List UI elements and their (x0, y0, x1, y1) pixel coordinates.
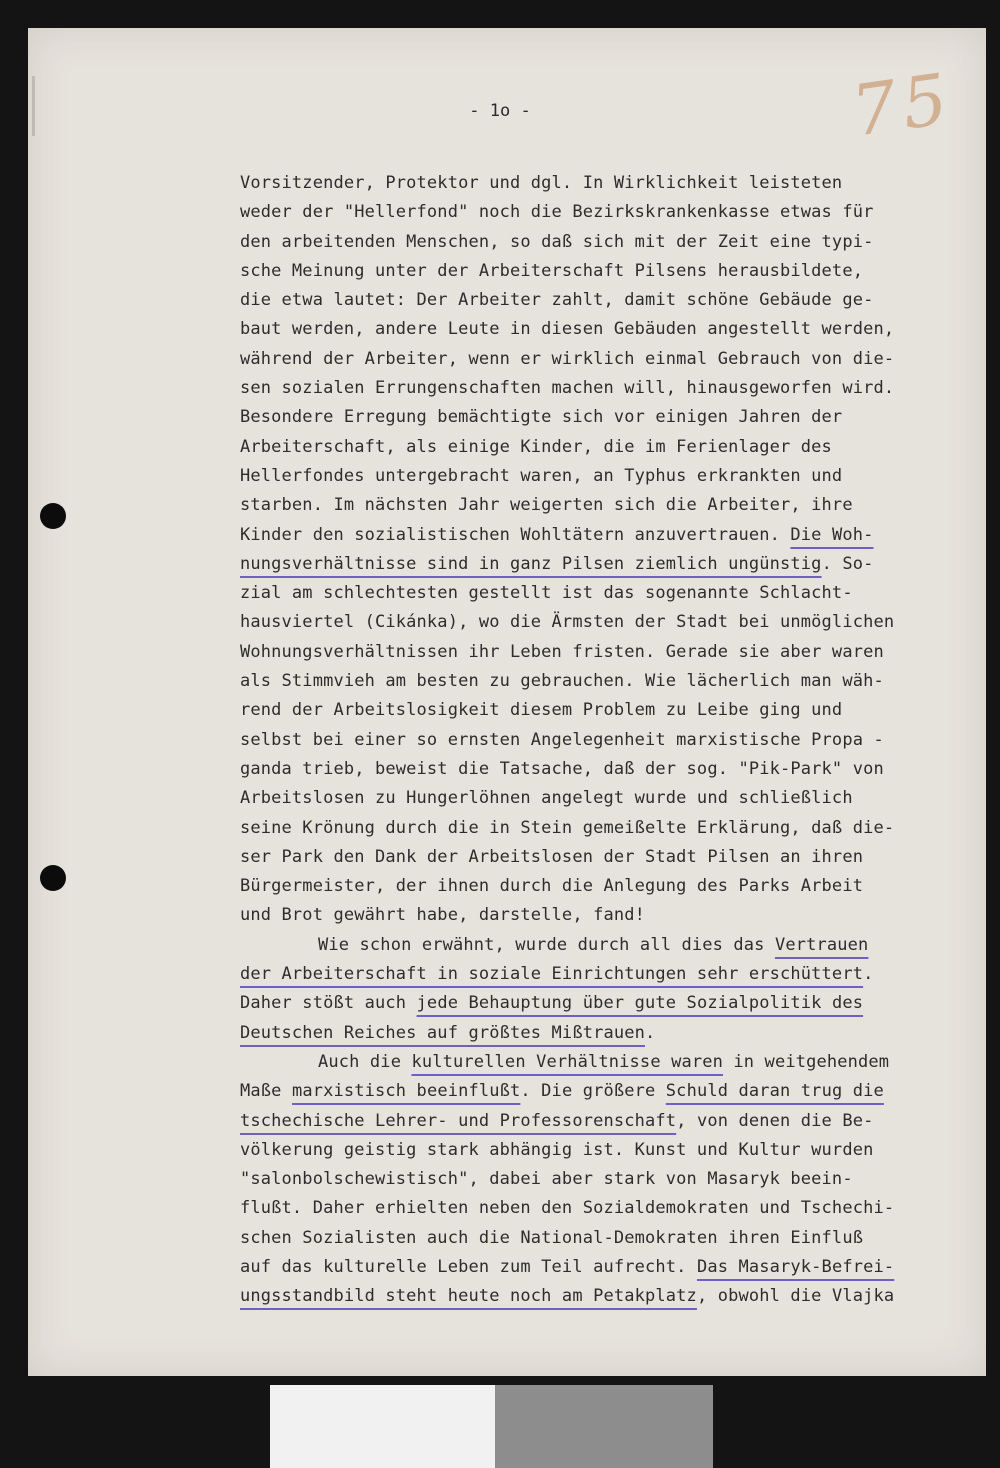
text-segment: Wie schon erwähnt, wurde durch all dies das (318, 934, 775, 955)
text-segment: Hellerfondes untergebracht waren, an Typhus erkrankten und (240, 465, 843, 486)
text-segment: schen Sozialisten auch die National-Demokraten ihren Einfluß (240, 1227, 864, 1248)
underlined-text: tschechische Lehrer- und Professorenschaft (240, 1110, 677, 1131)
text-segment: sen sozialen Errungenschaften machen will, hinausgeworfen wird. (240, 378, 895, 399)
text-line (240, 433, 970, 462)
text-segment: sche Meinung unter der Arbeiterschaft Pilsens herausbildete, (240, 260, 864, 281)
underlined-text: der Arbeiterschaft in soziale Einrichtungen sehr erschüttert (240, 964, 864, 985)
text-segment: Vorsitzender, Protektor und dgl. In Wirklichkeit leisteten (240, 173, 843, 193)
text-segment: weder der "Hellerfond" noch die Bezirkskrankenkasse etwas für (240, 202, 874, 223)
punch-hole-bottom (40, 865, 66, 891)
text-line (240, 696, 970, 725)
text-line (240, 814, 970, 843)
text-line (240, 521, 970, 550)
text-segment: hausviertel (Cikánka), wo die Ärmsten der Stadt bei unmöglichen (240, 612, 895, 633)
underlined-text: ungsstandbild steht heute noch am Petakplatz (240, 1286, 697, 1307)
text-segment: . (863, 964, 874, 985)
underlined-text: Vertrauen (774, 934, 869, 955)
body-text (240, 169, 970, 1312)
text-line (240, 1019, 970, 1048)
text-segment: , von denen die Be- (676, 1110, 874, 1131)
text-line (240, 1224, 970, 1253)
text-line (240, 345, 970, 374)
text-line (240, 403, 970, 432)
text-line (240, 784, 970, 813)
text-line (240, 843, 970, 872)
text-segment: Bürgermeister, der ihnen durch die Anlegung des Parks Arbeit (240, 876, 864, 897)
text-line (240, 1107, 970, 1136)
text-segment: die etwa lautet: Der Arbeiter zahlt, damit schöne Gebäude ge- (240, 290, 874, 311)
text-line (240, 315, 970, 344)
text-line (240, 286, 970, 315)
underlined-text: Deutschen Reiches auf größtes Mißtrauen (240, 1022, 646, 1043)
text-line (240, 1136, 970, 1165)
text-segment: völkerung geistig stark abhängig ist. Kunst und Kultur wurden (240, 1139, 874, 1160)
text-segment: Daher stößt auch (240, 993, 417, 1014)
text-line (240, 1077, 970, 1106)
text-segment: während der Arbeiter, wenn er wirklich einmal Gebrauch von die- (240, 348, 895, 369)
text-segment: selbst bei einer so ernsten Angelegenheit marxistische Propa - (240, 729, 884, 750)
text-segment: . Die größere (520, 1081, 666, 1102)
underlined-text: Die Woh- (790, 524, 874, 545)
text-segment: Kinder den sozialistischen Wohltätern anzuvertrauen. (240, 524, 791, 545)
text-segment: den arbeitenden Menschen, so daß sich mit der Zeit eine typi- (240, 231, 874, 252)
text-line (240, 1253, 970, 1282)
text-line (240, 257, 970, 286)
text-segment: ganda trieb, beweist die Tatsache, daß der sog. "Pik-Park" von (240, 758, 884, 779)
text-segment: Auch die (318, 1051, 412, 1072)
text-line (240, 989, 970, 1018)
underlined-text: nungsverhältnisse sind in ganz Pilsen ziemlich ungünstig (240, 553, 822, 574)
text-line (240, 1194, 970, 1223)
text-segment: seine Krönung durch die in Stein gemeißelte Erklärung, daß die- (240, 817, 895, 838)
text-segment: ser Park den Dank der Arbeitslosen der Stadt Pilsen an ihren (240, 846, 864, 867)
text-segment: Arbeitslosen zu Hungerlöhnen angelegt wurde und schließlich (240, 788, 853, 809)
text-line (240, 491, 970, 520)
text-segment: rend der Arbeitslosigkeit diesem Problem zu Leibe ging und (240, 700, 843, 721)
text-line (240, 198, 970, 227)
folio-number: 75 (846, 57, 959, 153)
text-segment: Besondere Erregung bemächtigte sich vor einigen Jahren der (240, 407, 843, 428)
text-segment: Arbeiterschaft, als einige Kinder, die im Ferienlager des (240, 436, 832, 457)
text-line (240, 872, 970, 901)
text-line (240, 901, 970, 930)
text-line (240, 726, 970, 755)
text-segment: baut werden, andere Leute in diesen Gebäuden angestellt werden, (240, 319, 895, 340)
text-line (240, 755, 970, 784)
text-line (240, 228, 970, 257)
text-line (240, 960, 970, 989)
text-line (240, 667, 970, 696)
text-segment: . So- (821, 553, 874, 574)
text-segment: zial am schlechtesten gestellt ist das sogenannte Schlacht- (240, 583, 853, 604)
punch-hole-top (40, 503, 66, 529)
underlined-text: jede Behauptung über gute Sozialpolitik des (416, 993, 864, 1014)
text-line (240, 550, 970, 579)
underlined-text: Schuld daran trug die (665, 1081, 884, 1102)
text-segment: Maße (240, 1081, 292, 1102)
text-line (240, 608, 970, 637)
text-line (240, 1282, 970, 1311)
underlined-text: marxistisch beeinflußt (291, 1081, 521, 1102)
calibration-strip-white (270, 1385, 495, 1468)
text-line (240, 1165, 970, 1194)
underlined-text: Das Masaryk-Befrei- (696, 1256, 895, 1277)
text-segment: auf das kulturelle Leben zum Teil aufrecht. (240, 1256, 697, 1277)
text-segment: Wohnungsverhältnissen ihr Leben fristen. Gerade sie aber waren (240, 641, 884, 662)
text-line (240, 169, 970, 198)
text-line (240, 931, 970, 960)
calibration-strip-gray (495, 1385, 713, 1468)
text-segment: flußt. Daher erhielten neben den Sozialdemokraten und Tschechi- (240, 1198, 895, 1219)
text-segment: als Stimmvieh am besten zu gebrauchen. Wie lächerlich man wäh- (240, 671, 884, 692)
text-segment: . (645, 1022, 656, 1043)
text-segment: in weitgehendem (723, 1051, 890, 1072)
page-number: - 1o - (469, 101, 531, 121)
text-line (240, 462, 970, 491)
text-line (240, 374, 970, 403)
text-line (240, 638, 970, 667)
text-segment: und Brot gewährt habe, darstelle, fand! (240, 905, 646, 926)
text-segment: starben. Im nächsten Jahr weigerten sich die Arbeiter, ihre (240, 495, 853, 516)
text-line (240, 1048, 970, 1077)
text-segment: "salonbolschewistisch", dabei aber stark von Masaryk beein- (240, 1169, 853, 1190)
text-segment: , obwohl die Vlajka (696, 1286, 895, 1307)
underlined-text: kulturellen Verhältnisse waren (411, 1051, 724, 1072)
text-line (240, 579, 970, 608)
